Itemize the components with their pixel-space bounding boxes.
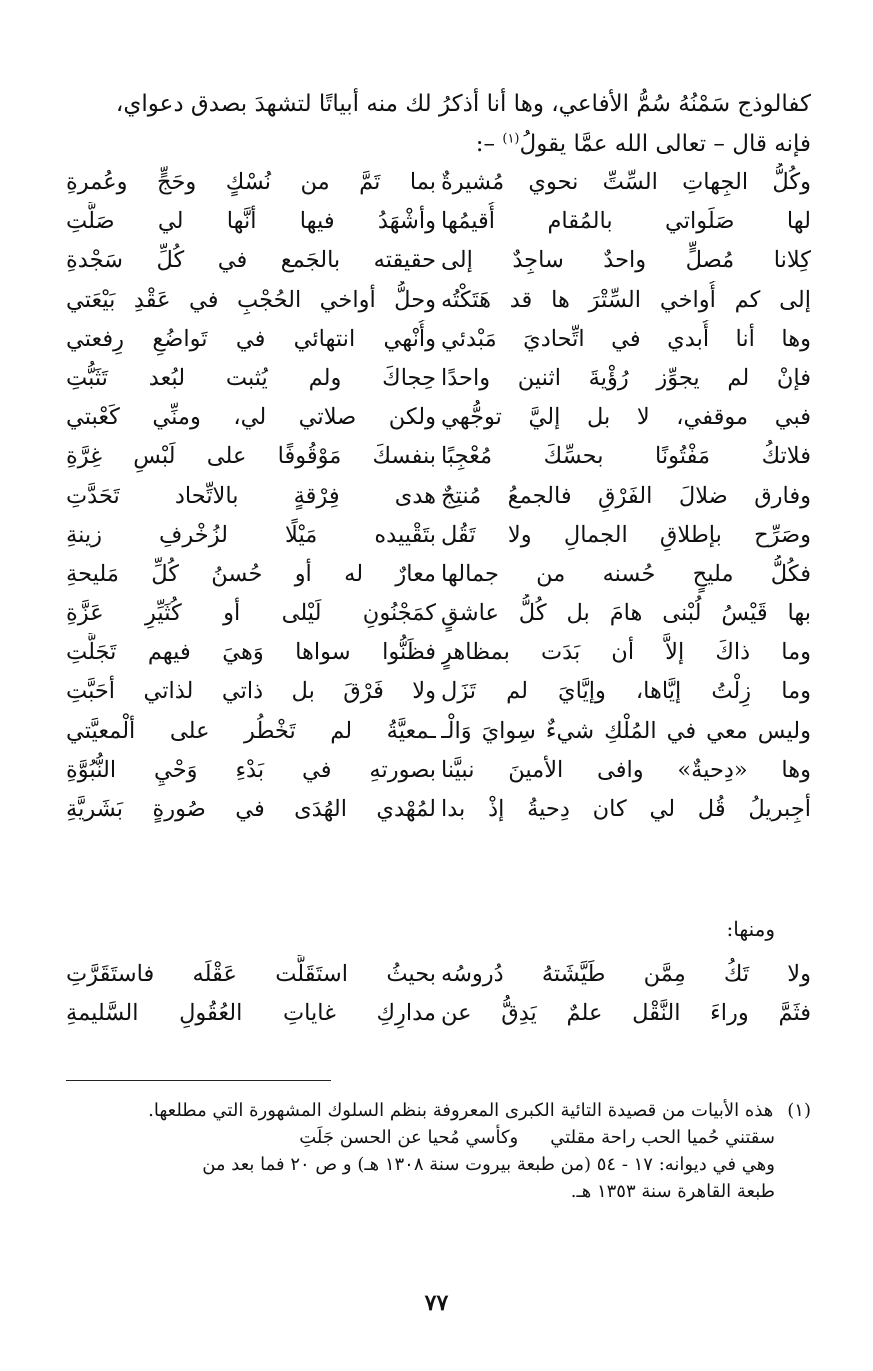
verse-second-hemistich: بما تَمَّ من نُسْكٍ وحَجٍّ وعُمرةِ <box>66 169 436 195</box>
poem-verses-continued <box>66 955 811 1033</box>
verse-second-hemistich: ولكن صلاتي لي، ومنِّي كَعْبتي <box>66 404 436 431</box>
verse-row <box>66 672 811 711</box>
verse-first-hemistich: وما زِلْتُ إيَّاها، وإيَّايَ لم تَزَل <box>441 678 811 705</box>
verse-second-hemistich: بصورتهِ في بَدْءِ وَحْيِ النُّبُوَّةِ <box>66 756 436 783</box>
verse-first-hemistich: وها «دِحيةٌ» وافى الأمينَ نبيَّنا <box>441 756 811 783</box>
verse-first-hemistich: فثَمَّ وراءَ النَّقْل علمٌ يَدِقُّ عن <box>441 1000 811 1027</box>
verse-first-hemistich: وليس معي في المُلْكِ شيءٌ سِوايَ وَالْـ <box>441 717 811 744</box>
verse-second-hemistich: لمُهْدي الهُدَى في صُورةٍ بَشَريَّةِ <box>66 796 436 822</box>
verse-second-hemistich: وأشْهَدُ فيها أنَّها لي صَلَّتِ <box>66 208 436 235</box>
verse-second-hemistich: ـمعيَّةُ لم تَخْطُر على ألْمعيَّتي <box>66 717 436 744</box>
verse-row <box>66 281 811 320</box>
verse-first-hemistich: لها صَلَواتي بالمُقام أُقيمُها <box>441 208 811 235</box>
verse-row <box>66 633 811 672</box>
verse-second-hemistich: بنفسكَ مَوْقُوفًا على لَبْسِ غِرَّةِ <box>66 443 436 470</box>
verse-row <box>66 241 811 280</box>
verse-row <box>66 163 811 202</box>
verse-first-hemistich: وصَرِّح بإطلاقِ الجمالِ ولا تَقُل <box>441 521 811 548</box>
verse-row <box>66 516 811 555</box>
page-number: ٧٧ <box>424 1290 449 1316</box>
verse-row <box>66 320 811 359</box>
intro-line-2-tail: –: <box>475 131 503 157</box>
verse-row <box>66 790 811 829</box>
footnote-verse-second: وكأسي مُحيا عن الحسن جَلَتِ <box>299 1127 519 1148</box>
verse-second-hemistich: وحلُّ أواخي الحُجْبِ في عَقْدِ بَيْعَتي <box>66 286 436 313</box>
verse-first-hemistich: فبي موقفي، لا بل إليَّ توجُّهي <box>441 404 811 431</box>
intro-line-2-text: فإنه قال – تعالى الله عمَّا يقولُ <box>519 131 811 157</box>
verse-row <box>66 712 811 751</box>
verse-second-hemistich: معارٌ له أو حُسنُ كُلِّ مَليحةِ <box>66 560 436 587</box>
verse-second-hemistich: بتَقْييده مَيْلًا لزُخْرفِ زينةِ <box>66 521 436 548</box>
verse-second-hemistich: هدى فِرْقةٍ بالاتِّحاد تَحَدَّتِ <box>66 482 436 509</box>
verse-row <box>66 437 811 476</box>
verse-row <box>66 594 811 633</box>
verse-second-hemistich: وأُنْهي انتهائي في تَواضُعِ رِفعتي <box>66 325 436 352</box>
verse-first-hemistich: ولا تَكُ مِمَّن طَيَّشَتهُ دُروسُه <box>441 961 811 987</box>
verse-first-hemistich: أجِبريلُ قُل لي كان دِحيةُ إذْ بدا <box>441 796 811 822</box>
verse-row <box>66 477 811 516</box>
footnote-verse-first: سقتني حُميا الحب راحة مقلتي <box>550 1127 775 1148</box>
footnote <box>90 1097 811 1205</box>
verse-second-hemistich: حِجاكَ ولم يُثبت لبُعد تَثَبُّتِ <box>66 364 436 391</box>
verse-first-hemistich: وها أنا أُبدي في اتِّحاديَ مَبْدئي <box>441 325 811 352</box>
verse-second-hemistich: مدارِكِ غاياتِ العُقُولِ السَّليمةِ <box>66 1000 436 1027</box>
verse-first-hemistich: فإنْ لم يجوِّز رُؤْيةَ اثنين واحدًا <box>441 364 811 391</box>
verse-row <box>66 751 811 790</box>
verse-first-hemistich: إلى كم أُواخي السِّتْرَ ها قد هَتَكْتُه <box>441 286 811 313</box>
verse-second-hemistich: حقيقته بالجَمع في كُلِّ سَجْدةِ <box>66 247 436 274</box>
footnote-reference: (١) <box>502 131 520 147</box>
footnote-line-3: وهي في ديوانه: ١٧ - ٥٤ (من طبعة بيروت سنة ١٣٠٨ هـ) و ص ٢٠ فما بعد من <box>202 1154 775 1175</box>
verse-second-hemistich: فظَنُّوا سواها وَهيَ فيهم تَجَلَّتِ <box>66 639 436 666</box>
verse-first-hemistich: وفارق ضلالَ الفَرْقِ فالجمعُ مُنتِجٌ <box>441 482 811 509</box>
verse-first-hemistich: وكُلُّ الجِهاتِ السِّتِّ نحوي مُشيرةٌ <box>441 169 811 195</box>
verse-first-hemistich: فكُلُّ مليحٍ حُسنه من جمالها <box>441 560 811 587</box>
footnote-line-4: طبعة القاهرة سنة ١٣٥٣ هـ. <box>570 1181 775 1202</box>
footnote-marker: (١) <box>787 1100 811 1121</box>
verse-row <box>66 359 811 398</box>
intro-paragraph <box>66 84 811 164</box>
verse-first-hemistich: كِلانا مُصلٍّ واحدٌ ساجِدٌ إلى <box>441 247 811 274</box>
poem-verses <box>66 163 811 829</box>
verse-second-hemistich: بحيثُ استَقَلَّت عَقْلَه فاستَقَرَّتِ <box>66 961 436 987</box>
verse-row <box>66 555 811 594</box>
verse-row <box>66 955 811 994</box>
verse-second-hemistich: كمَجْنُونِ لَيْلى أو كُثَيِّرِ عَزَّةِ <box>66 600 436 627</box>
verse-row <box>66 994 811 1033</box>
intro-line-2 <box>66 124 811 164</box>
verse-first-hemistich: فلاتكُ مَفْتُونًا بحسِّكَ مُعْجِبًا <box>441 443 811 470</box>
intro-line-1: كفالوذج سَمْنُهُ سُمُّ الأفاعي، وها أنا أذكرُ لك منه أبياتًا لتشهدَ بصدق دعواي، <box>115 91 811 117</box>
section-subheading: ومنها: <box>726 917 775 941</box>
footnote-verse <box>90 1124 811 1151</box>
footnote-divider <box>66 1080 331 1081</box>
verse-first-hemistich: بها قَيْسُ لُبْنى هامَ بل كُلُّ عاشقٍ <box>441 600 811 627</box>
verse-row <box>66 202 811 241</box>
footnote-line-1 <box>90 1097 811 1124</box>
footnote-text: هذه الأبيات من قصيدة التائية الكبرى المعروفة بنظم السلوك المشهورة التي مطلعها. <box>148 1100 774 1121</box>
verse-first-hemistich: وما ذاكَ إلاَّ أن بَدَت بمظاهرٍ <box>441 639 811 666</box>
verse-row <box>66 398 811 437</box>
verse-second-hemistich: ولا فَرْقَ بل ذاتي لذاتي أحَبَّتِ <box>66 678 436 705</box>
